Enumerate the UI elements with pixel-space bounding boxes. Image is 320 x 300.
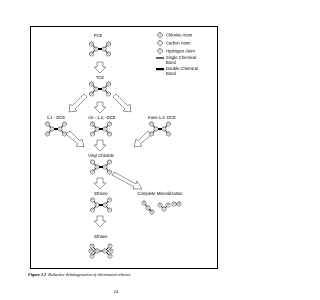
ethane-molecule-atom-symbol: H	[109, 254, 111, 258]
dce-cis-molecule-atom-symbol: H	[108, 132, 111, 136]
figure-caption	[28, 272, 228, 277]
legend	[156, 33, 198, 77]
dce-cis-label: cis - 1,2, -DCE	[88, 115, 116, 120]
ethane-label: Ethane	[94, 234, 108, 239]
caption-label: Figure 2.2	[28, 272, 47, 277]
pce-molecule-atom-symbol: Cl	[90, 52, 93, 56]
vinyl-chloride-molecule-atom-symbol: Cl	[108, 160, 111, 164]
dce-11-molecule-atom-symbol: Cl	[46, 132, 49, 136]
mineral-atom-symbol: H	[167, 203, 169, 207]
ethene-molecule-atom-symbol: H	[108, 198, 111, 202]
ethene-label: Ethene	[94, 191, 108, 196]
dce-trans-molecule-atom-symbol: H	[167, 122, 170, 126]
dce-11-molecule-carbon-symbol: C	[51, 127, 53, 131]
mineralization-label: Complete Mineralization	[137, 191, 183, 196]
dce-11-molecule	[45, 122, 66, 136]
mineral-atom-symbol: C	[163, 207, 165, 211]
double-bond-legend-label: Double Chemical	[166, 66, 198, 71]
dce-trans-molecule-atom-symbol: Cl	[167, 132, 170, 136]
pce-molecule-atom-symbol: Cl	[90, 42, 93, 46]
mineral-atom-symbol: H	[173, 202, 175, 206]
dce-11-molecule-atom-symbol: Cl	[46, 122, 49, 126]
pce-molecule-carbon-symbol: C	[95, 47, 97, 51]
tce-label: TCE	[95, 75, 105, 80]
dce-cis-molecule-atom-symbol: Cl	[91, 122, 94, 126]
ethene-molecule-atom-symbol: H	[91, 208, 94, 212]
ethane-molecule-atom-symbol: H	[110, 249, 112, 253]
ethane-molecule-atom-symbol: H	[109, 244, 111, 248]
dce-11-molecule-atom-symbol: H	[63, 122, 66, 126]
molecules	[45, 42, 181, 258]
vinyl-chloride-molecule-atom-symbol: H	[108, 170, 111, 174]
chlorine-legend-label: Chlorine Atom	[166, 32, 193, 38]
mineral-atom-symbol: H	[159, 203, 161, 207]
dce-trans-molecule-carbon-symbol: C	[163, 127, 165, 131]
tce-molecule-carbon-symbol: C	[103, 87, 105, 91]
vinyl-chloride-molecule-carbon-symbol: C	[96, 165, 98, 169]
tce-molecule-atom-symbol: Cl	[90, 92, 93, 96]
tce-to-11-arrow	[69, 94, 87, 112]
carbon-legend-label: Carbon Atom	[166, 40, 191, 46]
tce-molecule-atom-symbol: H	[107, 92, 110, 96]
dce-trans-molecule-atom-symbol: H	[150, 132, 153, 136]
pce-molecule-atom-symbol: Cl	[107, 42, 110, 46]
tce-to-trans-arrow	[113, 94, 131, 112]
ethene-molecule	[90, 198, 111, 212]
dce-cis-molecule-carbon-symbol: C	[104, 127, 106, 131]
vinyl-chloride-molecule	[90, 160, 111, 174]
dce-cis-molecule	[90, 122, 111, 136]
ethane-molecule-atom-symbol: H	[91, 244, 93, 248]
pce-label: PCE	[93, 33, 103, 38]
chlorine-legend-symbol: Cl	[158, 33, 162, 37]
tce-molecule-carbon-symbol: C	[95, 87, 97, 91]
ethene-to-ethane-arrow	[94, 216, 106, 227]
dce-cis-molecule-atom-symbol: Cl	[108, 122, 111, 126]
dce-trans-molecule-atom-symbol: Cl	[150, 122, 153, 126]
hydrogen-legend-label: Hydrogen Atom	[166, 48, 195, 54]
dce-11-molecule-carbon-symbol: C	[59, 127, 61, 131]
pce-molecule	[89, 42, 110, 56]
single-bond-legend-label-2: Bond	[166, 60, 176, 65]
cis-to-vinyl-arrow	[94, 140, 106, 151]
carbon-legend-symbol: C	[159, 41, 161, 45]
dce-trans-molecule-carbon-symbol: C	[155, 127, 157, 131]
caption-text: Reductive dehalogenation of chlorinated ethenes.	[48, 272, 132, 277]
single-bond-legend-label: Single Chemical	[166, 55, 197, 60]
double-bond-legend-label-2: Bond	[166, 71, 176, 76]
vinyl-to-ethene-arrow	[94, 178, 106, 189]
tce-molecule-atom-symbol: Cl	[107, 82, 110, 86]
ethane-molecule-carbon-symbol: C	[96, 249, 98, 253]
dce-cis-molecule-carbon-symbol: C	[96, 127, 98, 131]
tce-to-cis-arrow	[94, 102, 106, 113]
page-number: 24	[113, 289, 119, 294]
dce-11-molecule-atom-symbol: H	[63, 132, 66, 136]
pce-to-tce-arrow	[94, 62, 106, 73]
tce-molecule-atom-symbol: Cl	[90, 82, 93, 86]
11-to-vinyl-arrow	[63, 131, 84, 147]
dce-trans-molecule	[149, 122, 170, 136]
dce-trans-label: trans-1,2- DCE	[148, 115, 176, 120]
double-bond-legend-icon	[156, 68, 164, 70]
pce-molecule-carbon-symbol: C	[103, 47, 105, 51]
tce-molecule	[89, 82, 110, 96]
mineral-atom-symbol: C	[147, 206, 149, 210]
vinyl-chloride-molecule-atom-symbol: H	[91, 170, 94, 174]
vinyl-chloride-molecule-carbon-symbol: C	[104, 165, 106, 169]
dce-11-label: 1,1 - DCE	[46, 115, 66, 120]
ethene-molecule-atom-symbol: H	[91, 198, 94, 202]
ethane-molecule-atom-symbol: H	[90, 249, 92, 253]
ethane-molecule	[89, 244, 113, 258]
ethene-molecule-carbon-symbol: C	[96, 203, 98, 207]
mineral-atom-symbol: Cl	[177, 202, 181, 206]
dce-cis-molecule-atom-symbol: H	[91, 132, 94, 136]
mineral-atom-symbol: H	[151, 210, 153, 214]
ethane-molecule-carbon-symbol: C	[104, 249, 106, 253]
hydrogen-legend-symbol: H	[159, 49, 161, 53]
mineralization-products	[142, 201, 181, 214]
ethene-molecule-carbon-symbol: C	[104, 203, 106, 207]
vinyl-chloride-molecule-atom-symbol: H	[91, 160, 94, 164]
vinyl-chloride-label: Vinyl Chloride	[88, 153, 114, 158]
ethene-molecule-atom-symbol: H	[108, 208, 111, 212]
ethane-molecule-atom-symbol: H	[91, 254, 93, 258]
pce-molecule-atom-symbol: Cl	[107, 52, 110, 56]
mineral-atom-symbol: H	[143, 201, 145, 205]
vinyl-to-mineral-arrow	[112, 172, 142, 189]
